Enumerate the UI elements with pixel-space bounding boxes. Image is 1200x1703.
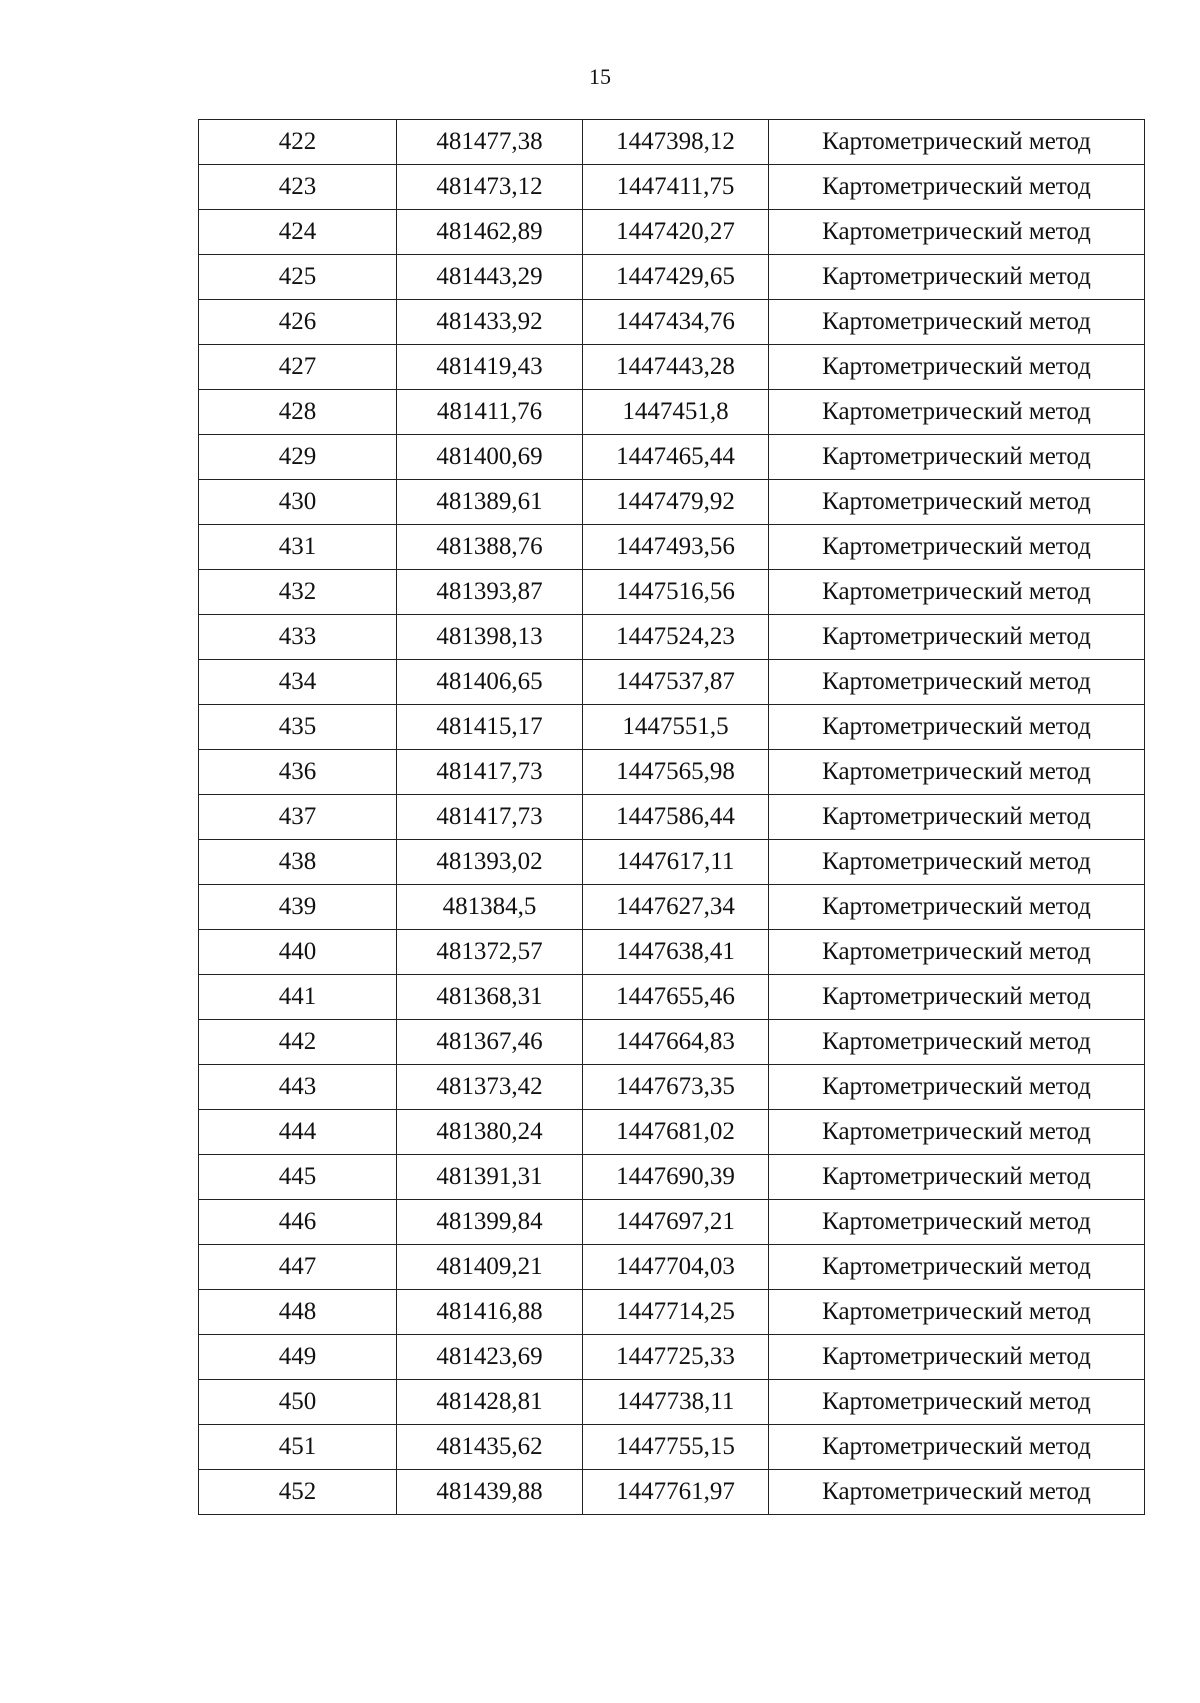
point-number-cell: 423 (199, 165, 397, 210)
x-coordinate-cell: 481393,02 (397, 840, 583, 885)
method-cell: Картометрический метод (769, 1245, 1145, 1290)
table-row (199, 705, 1145, 750)
method-cell: Картометрический метод (769, 570, 1145, 615)
method-cell: Картометрический метод (769, 435, 1145, 480)
point-number-cell: 431 (199, 525, 397, 570)
y-coordinate-cell: 1447673,35 (583, 1065, 769, 1110)
y-coordinate-cell: 1447617,11 (583, 840, 769, 885)
method-cell: Картометрический метод (769, 705, 1145, 750)
method-cell: Картометрический метод (769, 1380, 1145, 1425)
table-row (199, 390, 1145, 435)
method-cell: Картометрический метод (769, 480, 1145, 525)
y-coordinate-cell: 1447755,15 (583, 1425, 769, 1470)
table-row (199, 1425, 1145, 1470)
table-row (199, 1110, 1145, 1155)
x-coordinate-cell: 481462,89 (397, 210, 583, 255)
x-coordinate-cell: 481443,29 (397, 255, 583, 300)
x-coordinate-cell: 481388,76 (397, 525, 583, 570)
point-number-cell: 447 (199, 1245, 397, 1290)
method-cell: Картометрический метод (769, 1020, 1145, 1065)
y-coordinate-cell: 1447690,39 (583, 1155, 769, 1200)
method-cell: Картометрический метод (769, 390, 1145, 435)
table-row (199, 1245, 1145, 1290)
y-coordinate-cell: 1447725,33 (583, 1335, 769, 1380)
point-number-cell: 446 (199, 1200, 397, 1245)
method-cell: Картометрический метод (769, 615, 1145, 660)
table-row (199, 570, 1145, 615)
y-coordinate-cell: 1447451,8 (583, 390, 769, 435)
point-number-cell: 449 (199, 1335, 397, 1380)
table-row (199, 1065, 1145, 1110)
point-number-cell: 440 (199, 930, 397, 975)
x-coordinate-cell: 481433,92 (397, 300, 583, 345)
point-number-cell: 442 (199, 1020, 397, 1065)
y-coordinate-cell: 1447627,34 (583, 885, 769, 930)
method-cell: Картометрический метод (769, 1425, 1145, 1470)
y-coordinate-cell: 1447714,25 (583, 1290, 769, 1335)
point-number-cell: 427 (199, 345, 397, 390)
y-coordinate-cell: 1447565,98 (583, 750, 769, 795)
y-coordinate-cell: 1447681,02 (583, 1110, 769, 1155)
y-coordinate-cell: 1447479,92 (583, 480, 769, 525)
x-coordinate-cell: 481423,69 (397, 1335, 583, 1380)
table-row (199, 345, 1145, 390)
point-number-cell: 425 (199, 255, 397, 300)
x-coordinate-cell: 481367,46 (397, 1020, 583, 1065)
point-number-cell: 430 (199, 480, 397, 525)
point-number-cell: 437 (199, 795, 397, 840)
method-cell: Картометрический метод (769, 1155, 1145, 1200)
table-row (199, 1020, 1145, 1065)
point-number-cell: 434 (199, 660, 397, 705)
coordinates-table (198, 119, 1145, 1515)
point-number-cell: 451 (199, 1425, 397, 1470)
method-cell: Картометрический метод (769, 345, 1145, 390)
x-coordinate-cell: 481391,31 (397, 1155, 583, 1200)
table-row (199, 1470, 1145, 1515)
x-coordinate-cell: 481428,81 (397, 1380, 583, 1425)
point-number-cell: 438 (199, 840, 397, 885)
x-coordinate-cell: 481406,65 (397, 660, 583, 705)
x-coordinate-cell: 481372,57 (397, 930, 583, 975)
y-coordinate-cell: 1447524,23 (583, 615, 769, 660)
method-cell: Картометрический метод (769, 1200, 1145, 1245)
y-coordinate-cell: 1447516,56 (583, 570, 769, 615)
x-coordinate-cell: 481368,31 (397, 975, 583, 1020)
x-coordinate-cell: 481417,73 (397, 795, 583, 840)
point-number-cell: 452 (199, 1470, 397, 1515)
y-coordinate-cell: 1447664,83 (583, 1020, 769, 1065)
point-number-cell: 422 (199, 120, 397, 165)
y-coordinate-cell: 1447465,44 (583, 435, 769, 480)
point-number-cell: 432 (199, 570, 397, 615)
method-cell: Картометрический метод (769, 840, 1145, 885)
point-number-cell: 424 (199, 210, 397, 255)
y-coordinate-cell: 1447434,76 (583, 300, 769, 345)
y-coordinate-cell: 1447761,97 (583, 1470, 769, 1515)
table-row (199, 885, 1145, 930)
table-row (199, 165, 1145, 210)
y-coordinate-cell: 1447411,75 (583, 165, 769, 210)
y-coordinate-cell: 1447551,5 (583, 705, 769, 750)
y-coordinate-cell: 1447398,12 (583, 120, 769, 165)
table-body (199, 120, 1145, 1515)
y-coordinate-cell: 1447704,03 (583, 1245, 769, 1290)
table-row (199, 210, 1145, 255)
table-row (199, 840, 1145, 885)
x-coordinate-cell: 481384,5 (397, 885, 583, 930)
table-row (199, 1335, 1145, 1380)
y-coordinate-cell: 1447655,46 (583, 975, 769, 1020)
point-number-cell: 450 (199, 1380, 397, 1425)
table-row (199, 480, 1145, 525)
y-coordinate-cell: 1447738,11 (583, 1380, 769, 1425)
method-cell: Картометрический метод (769, 1470, 1145, 1515)
point-number-cell: 448 (199, 1290, 397, 1335)
method-cell: Картометрический метод (769, 525, 1145, 570)
point-number-cell: 436 (199, 750, 397, 795)
method-cell: Картометрический метод (769, 1110, 1145, 1155)
x-coordinate-cell: 481473,12 (397, 165, 583, 210)
x-coordinate-cell: 481439,88 (397, 1470, 583, 1515)
method-cell: Картометрический метод (769, 120, 1145, 165)
table-row (199, 1155, 1145, 1200)
method-cell: Картометрический метод (769, 660, 1145, 705)
method-cell: Картометрический метод (769, 930, 1145, 975)
table-row (199, 975, 1145, 1020)
method-cell: Картометрический метод (769, 255, 1145, 300)
x-coordinate-cell: 481416,88 (397, 1290, 583, 1335)
point-number-cell: 429 (199, 435, 397, 480)
x-coordinate-cell: 481477,38 (397, 120, 583, 165)
y-coordinate-cell: 1447443,28 (583, 345, 769, 390)
x-coordinate-cell: 481380,24 (397, 1110, 583, 1155)
method-cell: Картометрический метод (769, 1290, 1145, 1335)
point-number-cell: 439 (199, 885, 397, 930)
table-row (199, 795, 1145, 840)
x-coordinate-cell: 481419,43 (397, 345, 583, 390)
y-coordinate-cell: 1447537,87 (583, 660, 769, 705)
x-coordinate-cell: 481417,73 (397, 750, 583, 795)
x-coordinate-cell: 481389,61 (397, 480, 583, 525)
table-row (199, 615, 1145, 660)
table-row (199, 930, 1145, 975)
method-cell: Картометрический метод (769, 975, 1145, 1020)
table-row (199, 435, 1145, 480)
table-row (199, 255, 1145, 300)
point-number-cell: 445 (199, 1155, 397, 1200)
method-cell: Картометрический метод (769, 300, 1145, 345)
page-number: 15 (589, 64, 611, 89)
method-cell: Картометрический метод (769, 885, 1145, 930)
method-cell: Картометрический метод (769, 795, 1145, 840)
y-coordinate-cell: 1447429,65 (583, 255, 769, 300)
y-coordinate-cell: 1447586,44 (583, 795, 769, 840)
x-coordinate-cell: 481393,87 (397, 570, 583, 615)
table-row (199, 525, 1145, 570)
x-coordinate-cell: 481398,13 (397, 615, 583, 660)
table-row (199, 120, 1145, 165)
x-coordinate-cell: 481400,69 (397, 435, 583, 480)
method-cell: Картометрический метод (769, 210, 1145, 255)
table-row (199, 750, 1145, 795)
point-number-cell: 433 (199, 615, 397, 660)
table-row (199, 1380, 1145, 1425)
point-number-cell: 426 (199, 300, 397, 345)
method-cell: Картометрический метод (769, 1065, 1145, 1110)
x-coordinate-cell: 481373,42 (397, 1065, 583, 1110)
y-coordinate-cell: 1447697,21 (583, 1200, 769, 1245)
table-row (199, 300, 1145, 345)
point-number-cell: 435 (199, 705, 397, 750)
method-cell: Картометрический метод (769, 165, 1145, 210)
point-number-cell: 441 (199, 975, 397, 1020)
table-row (199, 1290, 1145, 1335)
x-coordinate-cell: 481415,17 (397, 705, 583, 750)
x-coordinate-cell: 481399,84 (397, 1200, 583, 1245)
x-coordinate-cell: 481409,21 (397, 1245, 583, 1290)
table-row (199, 660, 1145, 705)
y-coordinate-cell: 1447638,41 (583, 930, 769, 975)
table-row (199, 1200, 1145, 1245)
point-number-cell: 428 (199, 390, 397, 435)
y-coordinate-cell: 1447420,27 (583, 210, 769, 255)
x-coordinate-cell: 481411,76 (397, 390, 583, 435)
x-coordinate-cell: 481435,62 (397, 1425, 583, 1470)
point-number-cell: 443 (199, 1065, 397, 1110)
method-cell: Картометрический метод (769, 1335, 1145, 1380)
y-coordinate-cell: 1447493,56 (583, 525, 769, 570)
method-cell: Картометрический метод (769, 750, 1145, 795)
point-number-cell: 444 (199, 1110, 397, 1155)
